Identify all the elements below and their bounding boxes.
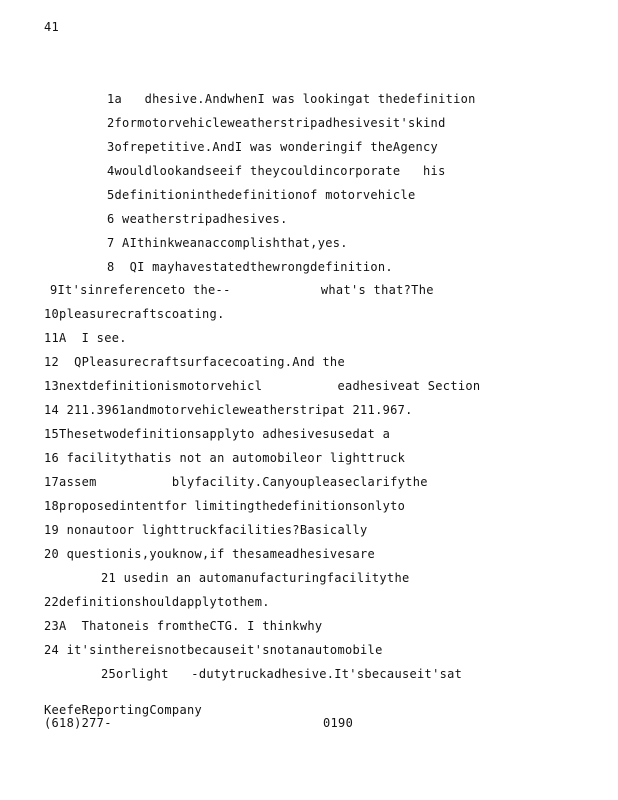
- footer-phone-suffix: 0190: [323, 716, 354, 730]
- transcript-line-8: 8 QI mayhavestatedthewrongdefinition.: [107, 260, 393, 274]
- transcript-line-17: 17assem blyfacility.Canyoupleaseclarifythe: [44, 475, 428, 489]
- page-number: 41: [44, 20, 60, 34]
- transcript-line-4: 4wouldlookandseeif theycouldincorporate his: [107, 164, 446, 178]
- transcript-line-16: 16 facilitythatis not an automobileor lighttruck: [44, 451, 406, 465]
- transcript-line-20: 20 questionis,youknow,if thesameadhesivesare: [44, 547, 376, 561]
- transcript-line-19: 19 nonautoor lighttruckfacilities?Basically: [44, 523, 368, 537]
- transcript-line-24: 24 it'sinthereisnotbecauseit'snotanautomobile: [44, 643, 383, 657]
- transcript-line-21: 21 usedin an automanufacturingfacilitythe: [101, 571, 410, 585]
- transcript-line-1: 1a dhesive.AndwhenI was lookingat thedefinition: [107, 92, 476, 106]
- transcript-line-12: 12 QPleasurecraftsurfacecoating.And the: [44, 355, 345, 369]
- transcript-line-5: 5definitioninthedefinitionof motorvehicle: [107, 188, 416, 202]
- transcript-line-10: 10pleasurecraftscoating.: [44, 307, 225, 321]
- transcript-line-11: 11A I see.: [44, 331, 127, 345]
- footer-phone: (618)277-: [44, 716, 112, 730]
- footer-company: KeefeReportingCompany: [44, 703, 203, 717]
- transcript-line-22: 22definitionshouldapplytothem.: [44, 595, 270, 609]
- transcript-line-3: 3ofrepetitive.AndI was wonderingif theAgency: [107, 140, 439, 154]
- transcript-line-2: 2formotorvehicleweatherstripadhesivesit'skind: [107, 116, 446, 130]
- transcript-line-25: 25orlight -dutytruckadhesive.It'sbecauseit'sat: [101, 667, 463, 681]
- transcript-line-6: 6 weatherstripadhesives.: [107, 212, 288, 226]
- transcript-line-9: 9It'sinreferenceto the-- what's that?The: [50, 283, 434, 297]
- transcript-line-7: 7 AIthinkweanaccomplishthat,yes.: [107, 236, 348, 250]
- transcript-line-23: 23A Thatoneis fromtheCTG. I thinkwhy: [44, 619, 323, 633]
- transcript-line-14: 14 211.3961andmotorvehicleweatherstripat 211.967.: [44, 403, 413, 417]
- transcript-line-15: 15Thesetwodefinitionsapplyto adhesivesusedat a: [44, 427, 391, 441]
- transcript-line-13: 13nextdefinitionismotorvehicl eadhesiveat Section: [44, 379, 481, 393]
- transcript-line-18: 18proposedintentfor limitingthedefinitionsonlyto: [44, 499, 406, 513]
